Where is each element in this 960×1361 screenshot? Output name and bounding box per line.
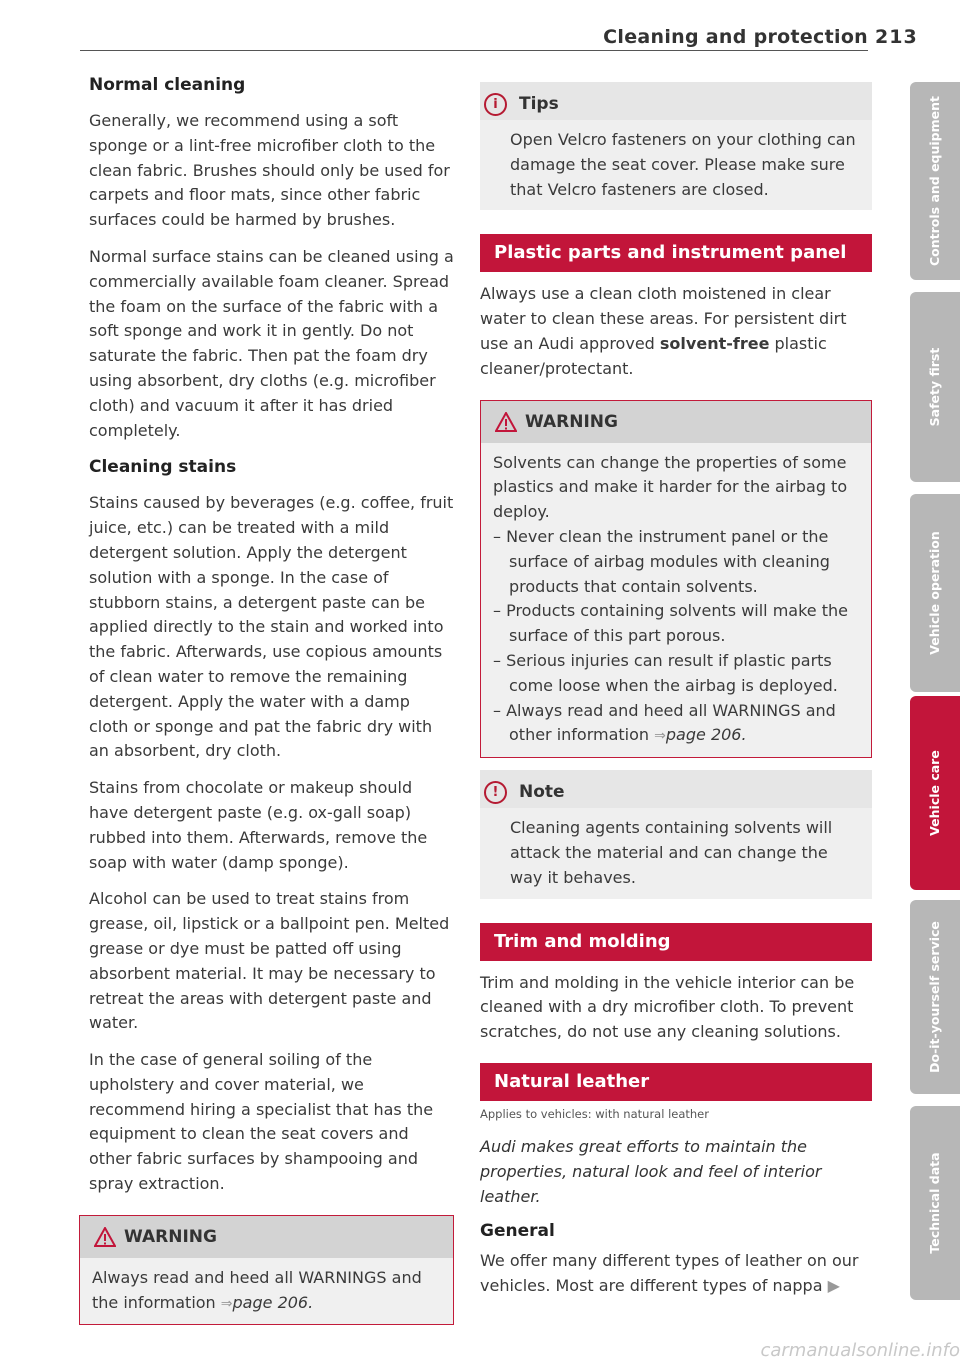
warning-box-left <box>79 1215 454 1326</box>
warning-list <box>493 525 857 749</box>
side-tab-vehicle-care[interactable] <box>910 696 960 890</box>
leather-intro: Audi makes great efforts to maintain the properties, natural look and feel of interior leather. <box>480 1136 822 1206</box>
tips-header <box>480 82 872 120</box>
warning-header <box>481 401 871 443</box>
note-box <box>480 770 872 898</box>
exclamation-icon: ! <box>484 781 507 804</box>
applies-to-note: Applies to vehicles: with natural leather <box>480 1106 709 1121</box>
plastic-text-b: plastic cleaner/protectant. <box>480 333 827 378</box>
warning-triangle-icon <box>495 412 517 432</box>
warning-label: WARNING <box>525 411 618 432</box>
warning-triangle-icon <box>94 1227 116 1247</box>
general-paragraph <box>480 1249 872 1299</box>
info-icon: i <box>484 93 507 116</box>
page-reference-link[interactable]: page 206. <box>232 1292 314 1312</box>
warning-text <box>92 1266 439 1317</box>
tips-text: Open Velcro fasteners on your clothing can damage the seat cover. Please make sure that Velcro fasteners are closed. <box>510 130 856 199</box>
reference-arrow-icon: ⇒ <box>654 728 666 745</box>
cleaning-stains-heading: Cleaning stains <box>89 457 237 478</box>
side-tab-safety[interactable] <box>910 292 960 482</box>
note-body <box>480 808 872 898</box>
reference-arrow-icon: ⇒ <box>220 1295 233 1312</box>
plastic-parts-paragraph <box>480 282 872 381</box>
side-tab-do-it-yourself[interactable] <box>910 900 960 1094</box>
page-reference-link[interactable]: page 206. <box>665 725 747 745</box>
solvent-free-bold: solvent-free <box>659 333 770 353</box>
warning-label: WARNING <box>124 1226 217 1247</box>
right-column <box>480 82 872 1311</box>
side-tab-label: Controls and equipment <box>927 95 942 267</box>
stains-paragraph-4: In the case of general soiling of the upholstery and cover material, we recommend hiring a specialist that has the equipment to clean the seat covers and other fabric surfaces by shampooing and spray extraction. <box>89 1050 434 1194</box>
warning-header <box>80 1216 453 1258</box>
note-header <box>480 770 872 808</box>
warning-list-item: – Products containing solvents will make the surface of this part porous. <box>493 601 848 646</box>
warning-body <box>481 443 871 758</box>
note-text: Cleaning agents containing solvents will attack the material and can change the way it behaves. <box>510 818 833 887</box>
side-tab-label: Vehicle operation <box>927 531 942 655</box>
warning-list-item <box>493 699 857 750</box>
warning-list-item: – Never clean the instrument panel or the surface of airbag modules with cleaning products that contain solvents. <box>493 526 830 596</box>
side-tab-label: Vehicle care <box>927 750 942 836</box>
left-column <box>89 75 454 1325</box>
natural-leather-heading: Natural leather <box>480 1063 872 1101</box>
warning-text-main: Always read and heed all WARNINGS and the information <box>92 1267 422 1312</box>
general-heading: General <box>480 1221 555 1242</box>
header-rule <box>80 50 868 51</box>
tips-box <box>480 82 872 210</box>
trim-molding-heading: Trim and molding <box>480 923 872 961</box>
page-number: 213 <box>875 26 918 48</box>
note-label: Note <box>519 782 565 803</box>
side-tab-label: Technical data <box>927 1152 942 1254</box>
plastic-text-a: Always use a clean cloth moistened in clear water to clean these areas. For persistent dirt use an Audi approved <box>480 284 847 353</box>
stains-paragraph-3: Alcohol can be used to treat stains from grease, oil, lipstick or a ballpoint pen. Melted grease or dye must be patted off using absorbent material. It may be necessary to retreat the areas with detergent paste and water. <box>89 889 450 1033</box>
tips-label: Tips <box>519 94 559 114</box>
watermark: carmanualsonline.info <box>760 1340 960 1361</box>
general-text: We offer many different types of leather on our vehicles. Most are different types of nappa <box>480 1251 859 1296</box>
continue-arrow-icon: ▶ <box>827 1276 840 1296</box>
warning-list-item-text: – Always read and heed all WARNINGS and other information <box>493 700 836 745</box>
plastic-parts-heading: Plastic parts and instrument panel <box>480 234 872 272</box>
warning-intro: Solvents can change the properties of some plastics and make it harder for the airbag to deploy. <box>493 452 848 522</box>
page-header-title: Cleaning and protection <box>603 26 868 48</box>
side-tab-vehicle-operation[interactable] <box>910 494 960 692</box>
side-tab-controls[interactable] <box>910 82 960 280</box>
side-tab-label: Safety first <box>927 347 942 427</box>
tips-body <box>480 120 872 210</box>
normal-cleaning-paragraph-2: Normal surface stains can be cleaned using a commercially available foam cleaner. Spread the foam on the surface of the fabric with a soft sponge and work it in gently. Do not saturate the fabric. Then pat the foam dry using absorbent, dry cloths (e.g. microfiber cloth) and vacuum it after it has dried completely. <box>89 246 454 440</box>
side-tab-label: Do-it-yourself service <box>927 921 942 1073</box>
stains-paragraph-1: Stains caused by beverages (e.g. coffee, fruit juice, etc.) can be treated with a mild detergent solution. Apply the detergent solution with a sponge. In the case of stubborn stains, a detergent paste can be applied directly to the stain and worked into the fabric. Afterwards, use copious amounts of clean water to remove the remaining detergent. Apply the water with a damp cloth or sponge and pat the fabric dry with an absorbent, dry cloth. <box>89 493 454 761</box>
side-tab-technical-data[interactable] <box>910 1106 960 1300</box>
normal-cleaning-paragraph-1: Generally, we recommend using a soft sponge or a lint-free microfiber cloth to the clean fabric. Brushes should only be used for carpets and floor mats, since other fabric surfaces could be harmed by brushes. <box>89 111 450 230</box>
trim-molding-paragraph: Trim and molding in the vehicle interior can be cleaned with a dry microfiber cloth. To prevent scratches, do not use any cleaning solutions. <box>480 972 855 1042</box>
normal-cleaning-heading: Normal cleaning <box>89 75 246 95</box>
stains-paragraph-2: Stains from chocolate or makeup should have detergent paste (e.g. ox-gall soap) rubbed into them. Afterwards, remove the soap with water (damp sponge). <box>89 778 428 872</box>
warning-body <box>80 1258 453 1325</box>
warning-box-right <box>480 400 872 759</box>
warning-list-item: – Serious injuries can result if plastic parts come loose when the airbag is deployed. <box>493 650 838 695</box>
